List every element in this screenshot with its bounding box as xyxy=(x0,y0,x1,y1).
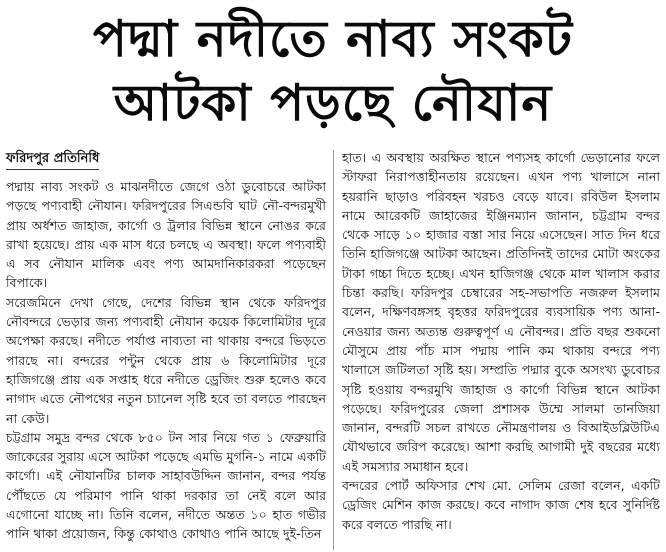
article-column-right xyxy=(342,148,660,534)
headline-line-1: পদ্মা নদীতে নাব্য সংকট xyxy=(93,10,573,68)
article-paragraph: সরেজমিনে দেখা গেছে, দেশের বিভিন্ন স্থান থেকে ফরিদপুর নৌবন্দরে ভেড়ার জন্য পণ্যবাহী নৌযান কয়েক কিলোমিটার দূরে অপেক্ষা করছে। নদীতে পর্যাপ্ত নাব্যতা না থাকায় বন্দরে ভিড়তে পারছে না। বন্দরের পন্টুন থেকে প্রায় ৬ কিলোমিটার দূরে হাজিগঞ্জে প্রায় এক সপ্তাহ ধরে নদীতে ড্রেজিং শুরু হলেও কবে নাগাদ এতে নৌপথের নতুন চ্যানেল সৃষ্টি হবে তা বলতে পারছেন না কেউ। xyxy=(6,294,326,426)
byline: ফরিদপুর প্রতিনিধি xyxy=(6,149,99,170)
article-paragraph: হাত। এ অবস্থায় অরক্ষিত স্থানে পণ্যসহ কার্গো ভেড়ানোর ফলে স্টাফরা নিরাপত্তাহীনতায় রয়েছেন। এখন পণ্য খালাসে নানা হয়রানি ছাড়াও পরিবহন খরচও বেড়ে যাবে। রবিউল ইসলাম নামে আরেকটি জাহাজের ইঞ্জিনম্যান জানান, চট্টগ্রাম বন্দর থেকে সাড়ে ১০ হাজার বস্তা সার নিয়ে এসেছেন। সাত দিন ধরে তিনি হাজিগঞ্জে আটকা আছেন। প্রতিদিনই তাদের মোটা অংকের টাকা গচ্চা দিতে হচ্ছে। এখন হাজিগঞ্জ থেকে মাল খালাস করার চিন্তা করছি। ফরিদপুর চেম্বারের সহ-সভাপতি নজরুল ইসলাম বলেন, দক্ষিণবঙ্গসহ বৃহত্তর ফরিদপুরের ব্যবসায়িক পণ্য আনা-নেওয়ার জন্য অত্যন্ত গুরুত্বপূর্ণ এ নৌবন্দর। প্রতি বছর শুকনো মৌসুমে প্রায় পাঁচ মাস পদ্মায় পানি কম থাকায় বন্দরে পণ্য খালাসে জটিলতা সৃষ্টি হয়। সম্প্রতি পদ্মার বুকে অসংখ্য ডুবোচর সৃষ্টি হওয়ায় বন্দরমুখি জাহাজ ও কার্গো বিভিন্ন স্থানে আটকা পড়েছে। ফরিদপুরের জেলা প্রশাসক উম্মে সালমা তানজিয়া জানান, বন্দরটি সচল রাখতে নৌমন্ত্রণালয় ও বিআইডব্লিউটিএ যৌথভাবে জরিপ করেছে। আশা করছি আগামী দুই বছরের মধ্যে এই সমস্যার সমাধান হবে। xyxy=(342,150,660,474)
article-paragraph: বন্দরের পোর্ট অফিসার শেখ মো. সেলিম রেজা বলেন, একটি ড্রেজিং মেশিন কাজ করছে। কবে নাগাদ কাজ শেষ হবে সুনির্দিষ্ট করে বলতে পারছি না। xyxy=(342,478,660,532)
article-column-left xyxy=(6,148,326,544)
column-divider xyxy=(333,150,334,550)
headline-line-2: আটকা পড়ছে নৌযান xyxy=(113,74,553,132)
headline xyxy=(0,6,666,134)
article-paragraph: পদ্মায় নাব্য সংকট ও মাঝনদীতে জেগে ওঠা ডুবোচরে আটকা পড়ছে পণ্যবাহী নৌযান। ফরিদপুরের সিএন্ডবি ঘাট নৌ-বন্দরমুখী প্রায় অর্ধশত জাহাজ, কার্গো ও ট্রলার বিভিন্ন স্থানে নোঙর করে রাখা হয়েছে। প্রায় এক মাস ধরে চলছে এ অবস্থা। ফলে পণ্যবাহী এ সব নৌযান মালিক এবং পণ্য আমদানিকারকরা পড়েছেন বিপাকে। xyxy=(6,179,326,291)
article-paragraph: চট্টগ্রাম সমুদ্র বন্দর থেকে ৮৫০ টন সার নিয়ে গত ১ ফেব্রুয়ারি জাকেরের সুরায় এসে আটকা পড়েছে এমভি মুগনি-১ নামে একটি কার্গো। এই নৌযানটির চালক সাহাবউদ্দিন জানান, বন্দর পর্যন্ত পৌঁছতে যে পরিমাণ পানি থাকা দরকার তা নেই বলে আর এগোনো যাচ্ছে না। তিনি বলেন, নদীতে অন্তত ১০ হাত গভীর পানি থাকা প্রয়োজন, কিন্তু কোথাও কোথাও পানি আছে দুই-তিন xyxy=(6,429,326,542)
